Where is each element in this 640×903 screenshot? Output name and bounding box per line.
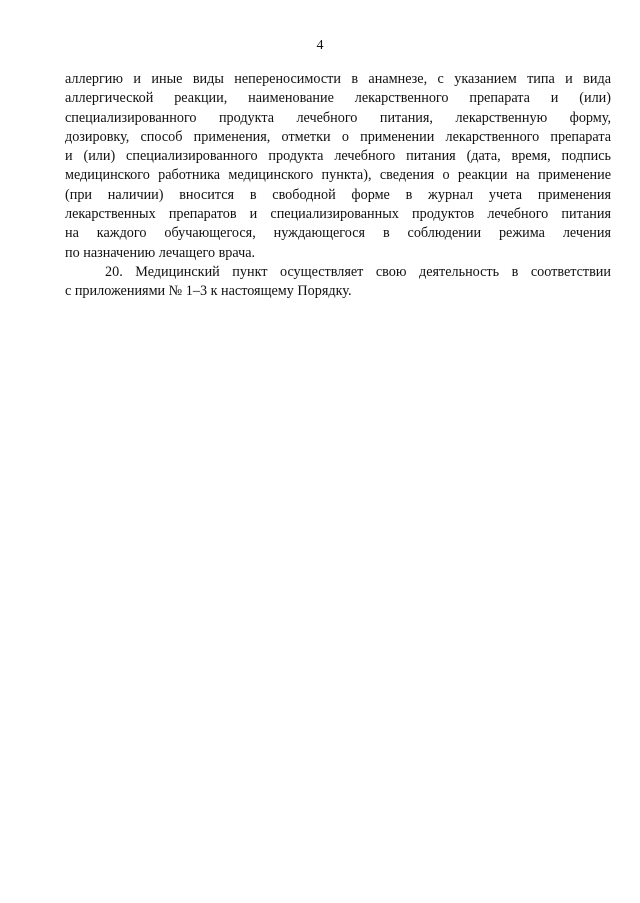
text-line: на каждого обучающегося, нуждающегося в соблюдении режима лечения — [65, 225, 611, 242]
text-line: по назначению лечащего врача. — [65, 244, 256, 261]
paragraph-20 — [65, 263, 611, 302]
text-line: лекарственных препаратов и специализированных продуктов лечебного питания — [65, 206, 611, 223]
text-line: медицинского работника медицинского пункта), сведения о реакции на применение — [65, 167, 611, 184]
text-line: (при наличии) вносится в свободной форме в журнал учета применения — [65, 186, 611, 203]
page-number: 4 — [316, 38, 324, 53]
text-line: и (или) специализированного продукта лечебного питания (дата, время, подпись — [65, 148, 611, 165]
text-line: специализированного продукта лечебного питания, лекарственную форму, — [65, 109, 611, 126]
paragraph-continuation — [65, 70, 611, 263]
text-line: с приложениями № 1–3 к настоящему Порядку. — [65, 283, 352, 300]
text-line: дозировку, способ применения, отметки о применении лекарственного препарата — [65, 128, 611, 145]
document-body — [65, 70, 611, 302]
text-line: 20. Медицинский пункт осуществляет свою деятельность в соответствии — [105, 263, 611, 280]
text-line: аллергию и иные виды непереносимости в анамнезе, с указанием типа и вида — [65, 71, 611, 87]
text-line: аллергической реакции, наименование лекарственного препарата и (или) — [65, 90, 611, 107]
